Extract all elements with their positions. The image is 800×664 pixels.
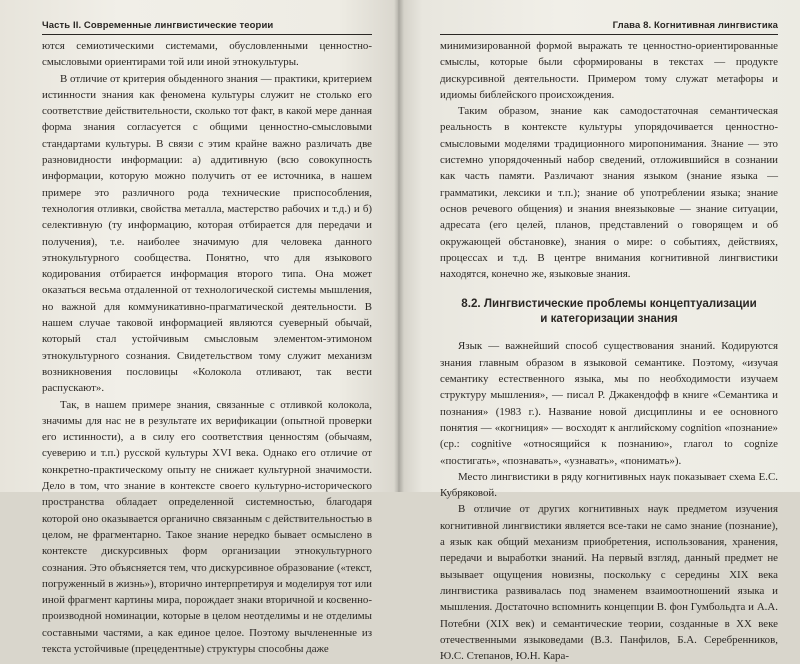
right-running-header: Глава 8. Когнитивная лингвистика: [440, 20, 778, 35]
right-paragraph-5: В отличие от других когнитивных наук предметом изучения когнитивной лингвистики является все-таки не само знание (познание), а язык как общий механизм приобретения, использования, хранения, передачи и выработки знаний. На первый взгляд, данный предмет не вызывает ощущения новизны, поскольку с середины XIX века лингвистика развивалась под знаменем взаимоотношений языка и мышления. Достаточно вспомнить концепции В. фон Гумбольдта и А.А. Потебни (XIX век) и семантические теории, созданные в XX веке отечественными языковедами (В.З. Панфилов, Б.А. Серебренников, Ю.С. Степанов, Ю.Н. Кара-: [440, 503, 778, 663]
right-paragraph-2: Таким образом, знание как самодостаточная семантическая реальность в контексте культуры упорядочивается ценностно-смысловыми моделями традиционного миропонимания. Знание — это системно упорядоченный набор сведений, отложившийся в сознании как часть памяти. Различают знания языком (знание языка — грамматики, лексики и т.п.); знание об употреблении языка; знание основ речевого общения) и знания внеязыковые — знание ситуации, адресата (его целей, планов, представлений о говорящем и об окружающей обстановке), знания о мире: о событиях, действиях, процессах и т.д. В центре внимания когнитивной лингвистики находятся, конечно же, языковые знания.: [440, 105, 778, 281]
right-paragraph-4: Место лингвистики в ряду когнитивных наук показывает схема Е.С. Кубряковой.: [440, 470, 778, 500]
left-paragraph-2: В отличие от критерия обыденного знания — практики, критерием истинности знания как феномена культуры служит не столько его соответствие действительности, сколько тот факт, в какой мере данная форма знания согласуется с общими ценностно-смысловыми стандартами культуры. В связи с этим крайне важно различать две разновидности информации: а) аддитивную (всю совокупность информации, которую можно получить от ее источника, в нашем примере это различного рода технические приспособления, технология отливки, свойства металла, мастерство рабочих и т.д.) и б) селективную (ту информацию, которая отбирается для передачи и получения), т.е. наиболее значимую для человека данного этнокультурного сообщества. Понятно, что для языкового кодирования отбирается информация второго типа. Она может оказаться весьма отдаленной от технологической системы мышления, но важной для коммуникативно-прагматической деятельности. В нашем случае таковой информацией являются суеверный обычай, который стал устойчивым смысловым элементом-этимоном этнокультурного сознания. Свидетельством тому служит механизм возникновения пословицы «Колокола отливают, так вести распускают».: [42, 72, 372, 395]
right-paragraph-1: минимизированной формой выражать те ценностно-ориентированные смыслы, которые были сформированы в текстах — продукте дискурсивной деятельности. Примером тому служат метафоры и идиомы библейского происхождения.: [440, 40, 778, 101]
left-page: [0, 0, 398, 655]
right-paragraph-3: Язык — важнейший способ существования знаний. Кодируются знания главным образом в языковой семантике. Поэтому, «изучая семантику естественного языка, мы по необходимости изучаем структуру мышления», — писал Р. Джакендофф в книге «Семантика и познания» (1983 г.). Название новой дисциплины и ее основного понятия — «когниция» — восходят к английскому cognition «познание» (ср.: cognitive «относящийся к познанию», глагол to cognize «постигать», «познавать», «узнавать», «понимать»).: [440, 340, 778, 467]
left-paragraph-1: ются семиотическими системами, обусловленными ценностно-смысловыми ориентирами той или иной этнокультуры.: [42, 40, 372, 69]
left-page-text: [42, 38, 372, 657]
section-heading-line-1: 8.2. Лингвистические проблемы концептуализации: [461, 297, 757, 311]
section-heading-line-2: и категоризации знания: [540, 312, 678, 326]
section-heading: [440, 296, 778, 326]
left-running-header: Часть II. Современные лингвистические теории: [42, 20, 372, 35]
right-page-text: [440, 38, 778, 664]
left-paragraph-3: Так, в нашем примере знания, связанные с отливкой колокола, значимы для нас не в результате их верификации (опытной проверки его истинности), а в силу его соответствия ценностям (обычаям, суеверию и т.п.) русской культуры XVI века. Однако его отличие от конкретно-практическому опыту не снижает культурной значимости. Дело в том, что знание в контексте своего культурно-исторического пространства обладает определенной системностью, благодаря которой оно оказывается органично связанным с действительностью в целом, не фрагментарно. Такое знание нередко бывает осмыслено в контексте дискурсивных форм организации этнокультурного сознания. Это объясняется тем, что дискурсивное образование («текст, погруженный в жизнь»), вторично интерпретируя и моделируя тот или иной фрагмент картины мира, порождает знаки вторичной и косвенно-производной номинации, которые в целом неотделимы и не отделимы составными частями, а как единое целое. Поэтому вычлененные из текста устойчивые (прецедентные) структуры способны даже: [42, 398, 372, 655]
book-gutter-shadow: [394, 0, 404, 492]
right-page: [398, 0, 800, 663]
